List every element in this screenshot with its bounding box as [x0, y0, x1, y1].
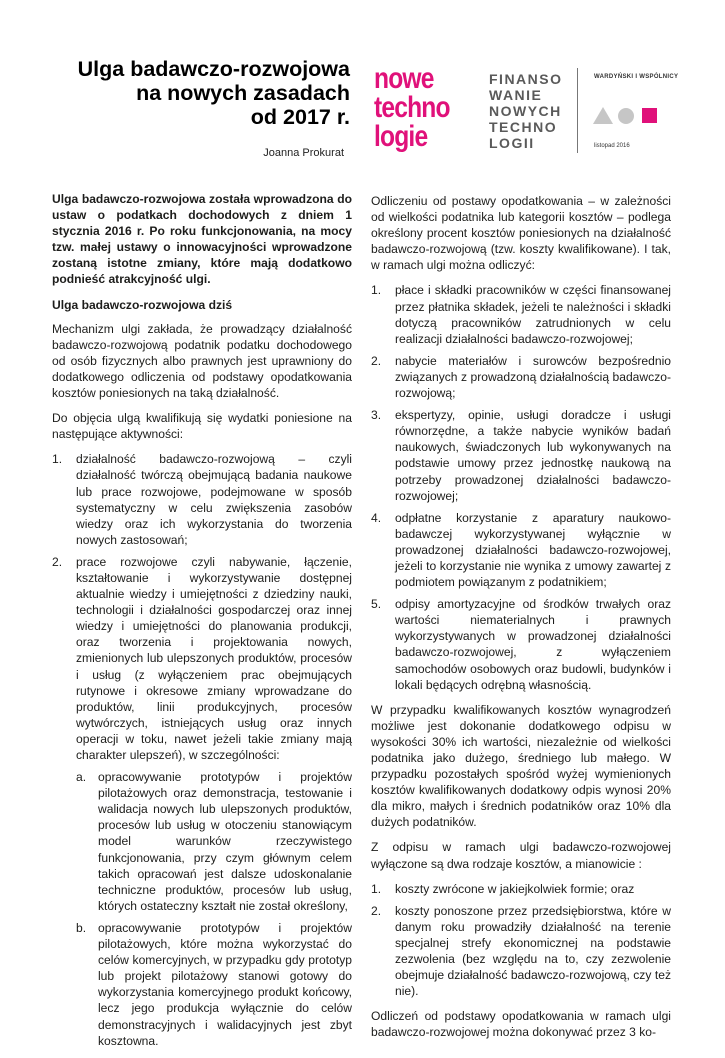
logo-line: logie	[374, 120, 428, 153]
list-item-text: płace i składki pracowników w części finansowanej przez płatnika składek, jeżeli te należności i składki dotyczą pracowników zatrudnionych w celu realizacji działalności badawczo-rozwojowej;	[395, 283, 671, 346]
paragraph: Mechanizm ulgi zakłada, że prowadzący działalność badawczo-rozwojową podatnik podatku dochodowego od osób fizycznych albo prawnych jest uprawniony do dodatkowego odliczenia od podstawy opodatkowania kosztów poniesionych na taką działalność.	[52, 321, 352, 401]
list-marker: 1.	[52, 452, 63, 467]
logo-line: nowe	[374, 62, 434, 95]
list-item	[52, 554, 352, 1049]
list-item	[371, 903, 671, 1000]
paragraph: Odliczeniu od postawy opodatkowania – w zależności od wielkości podatnika lub kategorii kosztów – podlega określony procent kosztów poniesionych na działalność badawczo-rozwojową (tzw. koszty kwalifikowane). I tak, w ramach ulgi można odliczyć:	[371, 194, 671, 273]
list-item-text: prace rozwojowe czyli nabywanie, łączenie, kształtowanie i wykorzystywanie dostępnej aktualnie wiedzy i umiejętności z dziedziny nauki, technologii i działalności gospodarczej oraz innej wiedzy i umiejętności do planowania produkcji, oraz tworzenia i projektowania nowych, zmienionych lub ulepszonych produktów, procesów i usług (z wyłączeniem prac obejmujących rutynowe i okresowe zmiany wprowadzane do produktów, linii produkcyjnych, procesów wytwórczych, istniejących usług oraz innych operacji w toku, nawet jeżeli takie zmiany mają charakter ulepszeń), w szczególności:	[76, 554, 352, 762]
list-marker: 2.	[371, 353, 382, 368]
list-marker: 1.	[371, 881, 382, 896]
list-item-text: opracowywanie prototypów i projektów pilotażowych, które można wykorzystać do celów komercyjnych, w przypadku gdy prototyp lub projekt pilotażowy stanowi gotowy do wykorzystania komercyjnego produkt końcowy, lecz jego produkcja wyłącznie do celów demonstracyjnych i walidacyjnych jest zbyt kosztowna.	[98, 920, 352, 1048]
logo-line: FINANSO	[489, 71, 563, 87]
square-icon	[642, 108, 657, 123]
list-marker: b.	[76, 920, 87, 935]
nowe-technologie-logo	[374, 64, 458, 151]
list-item	[371, 353, 671, 401]
list-item-text: działalność badawczo-rozwojową – czyli działalność twórczą obejmującą badania naukowe lub prace rozwojowe, podejmowane w sposób systematyczny w celu zwiększenia zasobów wiedzy oraz ich wykorzystania do tworzenia nowych zastosowań;	[76, 452, 352, 547]
list-marker: 2.	[371, 903, 382, 918]
logo-line: TECHNO	[489, 119, 558, 135]
firm-name: WARDYŃSKI I WSPÓLNICY	[594, 74, 679, 80]
title-line: od 2017 r.	[250, 105, 350, 129]
activities-list	[52, 451, 352, 1048]
paragraph: Z odpisu w ramach ulgi badawczo-rozwojowej wyłączone są dwa rodzaje kosztów, a mianowicie :	[371, 840, 671, 871]
sub-list-item	[76, 769, 352, 914]
title-line: na nowych zasadach	[136, 81, 350, 105]
left-column	[52, 191, 352, 1058]
paragraph: W przypadku kwalifikowanych kosztów wynagrodzeń możliwe jest dokonanie dodatkowego odpisu w wysokości 30% ich wartości, niezależnie od wielkości podatnika jako dużego, średniego lub małego. W przypadku pozostałych spośród wyżej wymienionych kosztów kwalifikowanych dodatkowy odpis wynosi 20% dla mikro, małych i średnich podatników oraz 10% dla dużych podatników.	[371, 702, 671, 830]
page-title	[30, 57, 350, 129]
list-item-text: nabycie materiałów i surowców bezpośrednio związanych z prowadzoną działalnością badawczo-rozwojową;	[395, 353, 671, 401]
list-item-text: ekspertyzy, opinie, usługi doradcze i usługi równorzędne, a także nabycie wyników badań naukowych, świadczonych lub wykonywanych na podstawie umowy przez jednostkę naukową na potrzeby prowadzonej działalności badawczo-rozwojowej;	[395, 408, 671, 503]
list-marker: 3.	[371, 408, 382, 423]
title-line: Ulga badawczo-rozwojowa	[77, 57, 350, 81]
list-marker: 4.	[371, 510, 382, 525]
paragraph: Do objęcia ulgą kwalifikują się wydatki poniesione na następujące aktywności:	[52, 411, 352, 442]
firm-logo-shapes	[592, 104, 660, 126]
list-item	[371, 596, 671, 693]
section-heading: Ulga badawczo-rozwojowa dziś	[52, 297, 233, 312]
list-item	[371, 282, 671, 346]
logo-divider	[577, 68, 578, 153]
list-item	[371, 407, 671, 504]
list-marker: a.	[76, 770, 87, 785]
lead-paragraph: Ulga badawczo-rozwojowa została wprowadzona do ustaw o podatkach dochodowych z dniem 1 stycznia 2016 r. Po roku funkcjonowania, na mocy tzw. małej ustawy o innowacyjności wprowadzone zostaną istotne zmiany, które mają dodatkowo podnieść atrakcyjność ulgi.	[52, 192, 352, 287]
list-item-text: koszty ponoszone przez przedsiębiorstwa, które w danym roku prowadziły działalność na terenie specjalnej strefy ekonomicznej na podstawie zezwolenia (bez względu na to, czy zezwolenie obejmuje działalność badawczo-rozwojową, czy też nie).	[395, 903, 671, 999]
list-marker: 5.	[371, 597, 382, 612]
list-marker: 1.	[371, 283, 382, 298]
list-item	[371, 510, 671, 590]
sub-list	[76, 769, 352, 1049]
publication-date: listopad 2016	[594, 143, 630, 149]
triangle-icon	[593, 107, 613, 124]
paragraph: Odliczeń od podstawy opodatkowania w ramach ulgi badawczo-rozwojowej można dokonywać przez 3 ko-	[371, 1009, 671, 1040]
author: Joanna Prokurat	[263, 147, 344, 159]
logo-line: techno	[374, 91, 450, 124]
list-item-text: odpłatne korzystanie z aparatury naukowo-badawczej wykorzystywanej wyłącznie w prowadzonej działalności badawczo-rozwojowej, jeżeli to korzystanie nie wynika z umowy zawartej z podmiotem powiązanym z podatnikiem;	[395, 510, 671, 590]
excluded-costs-list	[371, 881, 671, 1000]
right-column	[371, 193, 671, 1050]
list-item-text: odpisy amortyzacyjne od środków trwałych oraz wartości niematerialnych i prawnych wykorzystywanych w prowadzonej działalności badawczo-rozwojowej, z wyłączeniem samochodów osobowych oraz budowli, budynków i lokali będących odrębną własnością.	[395, 597, 671, 692]
list-marker: 2.	[52, 554, 63, 569]
sub-list-item	[76, 920, 352, 1049]
list-item-text: koszty zwrócone w jakiejkolwiek formie; oraz	[395, 881, 635, 896]
deductible-costs-list	[371, 282, 671, 692]
list-item	[371, 881, 671, 897]
logo-line: NOWYCH	[489, 103, 562, 119]
circle-icon	[618, 108, 634, 124]
logo-line: WANIE	[489, 87, 543, 103]
list-item	[52, 451, 352, 548]
logo-line: LOGII	[489, 135, 535, 151]
list-item-text: opracowywanie prototypów i projektów pilotażowych oraz demonstracja, testowanie i walidacja nowych lub ulepszonych produktów, procesów lub usług w otoczeniu stanowiącym model warunków rzeczywistego funkcjonowania, przy czym głównym celem takich opracowań jest dalsze udoskonalanie techniczne produktów, procesów lub usług, których ostateczny kształt nie został określony,	[98, 770, 352, 913]
finansowanie-logo	[489, 71, 563, 151]
